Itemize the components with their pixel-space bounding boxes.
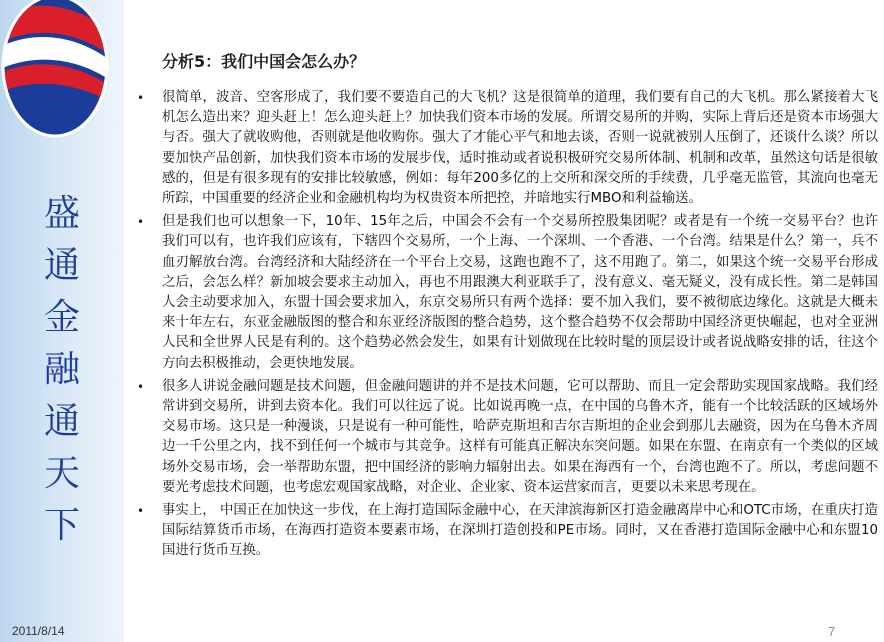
- company-logo: [0, 0, 124, 150]
- bullet-paragraph: • 很多人讲说金融问题是技术问题，但金融问题讲的并不是技术问题，它可以帮助、而且一定会帮助实现国家战略。我们经常讲到交易所，讲到去资本化。我们可以往远了说。比如说再晚一点，在中国的乌鲁木齐，能有一个比较活跃的区域场外交易市场。这只是一种漫谈，只是说有一种可能性，哈萨克斯坦和吉尔吉斯坦的企业会到那儿去融资，因为在乌鲁木齐周边一千公里之内，找不到任何一个城市与其竞争。这样有可能真正解决东突问题。如果在东盟、在南京有一个类似的区域场外交易市场，会一举帮助东盟，把中国经济的影响力辐射出去。如果在海西有一个，台湾也跑不了。所以，考虑问题不要光考虑技术问题，也考虑宏观国家战略，对企业、企业家、资本运营家而言，更要以未来思考现在。: [162, 377, 878, 498]
- bullet-list: [162, 88, 878, 565]
- sidebar: [0, 0, 124, 642]
- bullet-paragraph: • 但是我们也可以想象一下，10年、15年之后，中国会不会有一个交易所控股集团呢？或者是有一个统一交易平台？也许我们可以有，也许我们应该有，下辖四个交易所，一个上海、一个深圳、一个香港、一个台湾。结果是什么？第一，兵不血刃解放台湾。台湾经济和大陆经济在一个平台上交易，这跑也跑不了，这不用跑了。第二，如果这个统一交易平台形成之后，会怎么样？新加坡会要求主动加入，再也不用跟澳大利亚联手了，没有意义、毫无疑义，没有成长性。第二是韩国人会主动要求加入，东盟十国会要求加入，东京交易所只有两个选择：要不加入我们，要不被彻底边缘化。这就是大概未来十年左右，东亚金融版图的整合和东亚经济版图的整合趋势，这个整合趋势不仅会帮助中国经济更快崛起，也对全亚洲人民和全世界人民是有利的。这个趋势必然会发生，如果有计划做现在比较时髦的顶层设计或者说战略安排的话，往这个方向去积极推动，会更快地发展。: [162, 212, 878, 374]
- tagline-char: 金: [43, 297, 80, 338]
- tagline-char: 通: [43, 401, 80, 442]
- tagline-char: 盛: [43, 193, 80, 234]
- tagline-char: 融: [43, 349, 80, 390]
- slide-title: 分析5：我们中国会怎么办？: [162, 52, 366, 71]
- tagline-char: 天: [43, 453, 80, 494]
- bullet-paragraph: • 很简单，波音、空客形成了，我们要不要造自己的大飞机？这是很简单的道理，我们要有自己的大飞机。那么紧接着大飞机怎么造出来？迎头赶上！怎么迎头赶上？加快我们资本市场的发展。所谓交易所的并购，实际上背后还是资本市场强大与否。强大了就收购他，否则就是他收购你。强大了才能心平气和地去谈，否则一说就被别人压倒了，还谈什么谈？所以要加快产品创新，加快我们资本市场的发展步伐，适时推动或者说积极研究交易所体制、机制和改革，虽然这句话是很敏感的，但是有很多现有的安排比较敏感，例如：每年200多亿的上交所和深交所的手续费，几乎毫无监管，其流向也毫无所踪，中国重要的经济企业和金融机构均为权贵资本所把控，并暗地实行MBO和利益输送。: [162, 88, 878, 209]
- page-number: 7: [828, 624, 836, 639]
- bullet-paragraph: • 事实上， 中国正在加快这一步伐，在上海打造国际金融中心，在天津滨海新区打造金融离岸中心和OTC市场，在重庆打造国际结算货币市场，在海西打造资本要素市场，在深圳打造创投和PE市场。同时，又在香港打造国际金融中心和东盟10国进行货币互换。: [162, 501, 878, 562]
- tagline-char: 通: [43, 245, 80, 286]
- slide-date: 2011/8/14: [12, 624, 65, 638]
- tagline-char: 下: [43, 505, 80, 546]
- vertical-tagline: [40, 188, 84, 552]
